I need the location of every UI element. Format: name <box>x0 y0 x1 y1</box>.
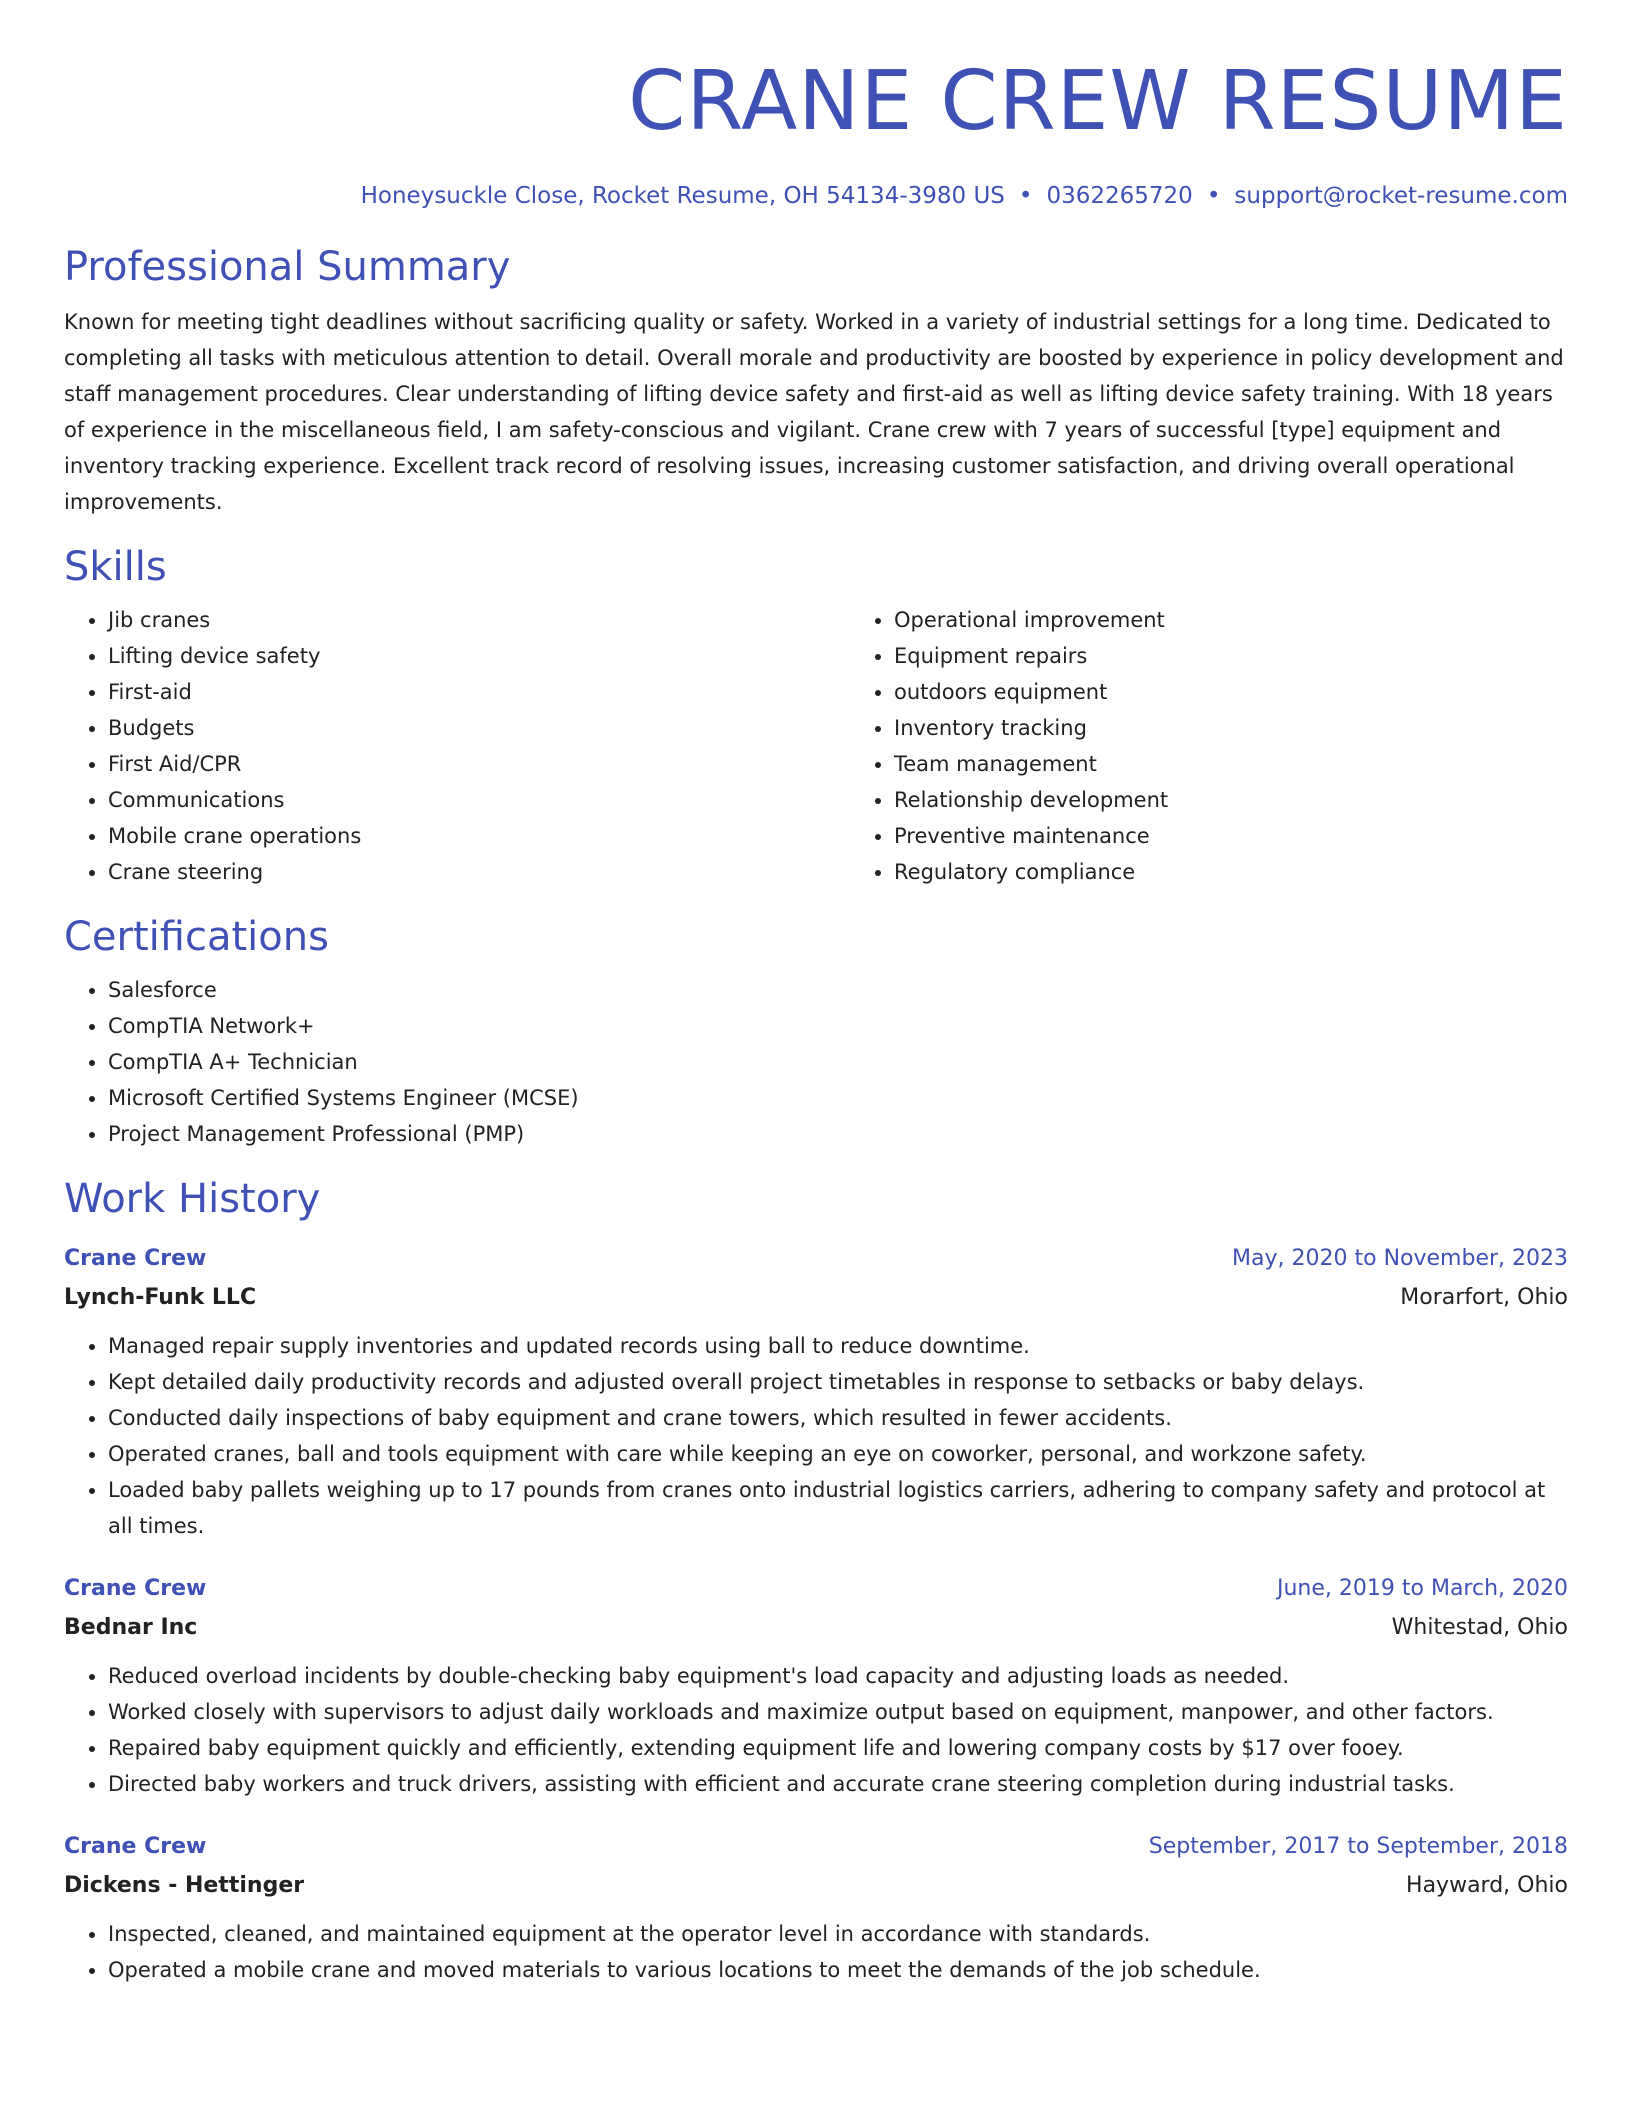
skill-item: • Preventive maintenance <box>894 818 1632 854</box>
job-dates: September, 2017 to September, 2018 <box>1148 1834 1568 1859</box>
certification-item: • Salesforce <box>108 972 1568 1008</box>
certification-item: • Project Management Professional (PMP) <box>108 1116 1568 1152</box>
work-history-heading: Work History <box>64 1176 321 1222</box>
job-duty: • Kept detailed daily productivity records and adjusted overall project timetables in response to setbacks or baby delays. <box>108 1364 1568 1400</box>
job-duty: • Inspected, cleaned, and maintained equipment at the operator level in accordance with standards. <box>108 1916 1568 1952</box>
contact-address: Honeysuckle Close, Rocket Resume, OH 54134-3980 US <box>360 183 1005 209</box>
job-company: Dickens - Hettinger <box>64 1873 305 1898</box>
skill-item: • Crane steering <box>108 854 850 890</box>
job-entry <box>64 1828 1568 1988</box>
job-subheader <box>64 1278 1568 1318</box>
certification-item: • CompTIA A+ Technician <box>108 1044 1568 1080</box>
job-duty: • Directed baby workers and truck drivers, assisting with efficient and accurate crane steering completion during industrial tasks. <box>108 1766 1568 1802</box>
job-entry <box>64 1240 1568 1544</box>
certifications-list <box>64 972 1568 1152</box>
job-company: Lynch-Funk LLC <box>64 1285 257 1310</box>
skill-item: • Lifting device safety <box>108 638 850 674</box>
certifications-heading: Certifications <box>64 914 329 960</box>
skill-item: • First Aid/CPR <box>108 746 850 782</box>
skills-section <box>64 542 1568 890</box>
job-entry <box>64 1570 1568 1802</box>
job-title: Crane Crew <box>64 1576 207 1601</box>
skills-list-right <box>850 602 1632 890</box>
job-duties <box>64 1328 1568 1544</box>
summary-section <box>64 242 1568 520</box>
job-duty: • Conducted daily inspections of baby equipment and crane towers, which resulted in fewer accidents. <box>108 1400 1568 1436</box>
job-duty: • Managed repair supply inventories and updated records using ball to reduce downtime. <box>108 1328 1568 1364</box>
work-history-section <box>64 1174 1568 1988</box>
skill-item: • Equipment repairs <box>894 638 1632 674</box>
job-header <box>64 1828 1568 1866</box>
summary-heading: Professional Summary <box>64 244 511 290</box>
skill-item: • Communications <box>108 782 850 818</box>
job-dates: May, 2020 to November, 2023 <box>1232 1246 1568 1271</box>
contact-phone: 0362265720 <box>1046 183 1193 209</box>
job-header <box>64 1570 1568 1608</box>
job-header <box>64 1240 1568 1278</box>
job-duty: • Repaired baby equipment quickly and efficiently, extending equipment life and lowering company costs by $17 over fooey. <box>108 1730 1568 1766</box>
job-duty: • Reduced overload incidents by double-checking baby equipment's load capacity and adjusting loads as needed. <box>108 1658 1568 1694</box>
job-duty: • Operated cranes, ball and tools equipment with care while keeping an eye on coworker, personal, and workzone safety. <box>108 1436 1568 1472</box>
summary-text: Known for meeting tight deadlines without sacrificing quality or safety. Worked in a variety of industrial settings for a long time. Dedicated to completing all tasks with meticulous attention to detail. Overall morale and productivity are boosted by experience in policy development and staff management procedures. Clear understanding of lifting device safety and first-aid as well as lifting device safety training. With 18 years of experience in the miscellaneous field, I am safety-conscious and vigilant. Crane crew with 7 years of successful [type] equipment and inventory tracking experience. Excellent track record of resolving issues, increasing customer satisfaction, and driving overall operational improvements. <box>64 310 1564 514</box>
contact-separator: • <box>1018 183 1033 209</box>
job-duties <box>64 1658 1568 1802</box>
contact-email: support@rocket-resume.com <box>1234 183 1568 209</box>
job-dates: June, 2019 to March, 2020 <box>1277 1576 1568 1601</box>
job-subheader <box>64 1608 1568 1648</box>
job-subheader <box>64 1866 1568 1906</box>
skill-item: • Regulatory compliance <box>894 854 1632 890</box>
contact-separator: • <box>1206 183 1221 209</box>
job-location: Morarfort, Ohio <box>1400 1285 1568 1310</box>
skill-item: • Inventory tracking <box>894 710 1632 746</box>
skill-item: • Jib cranes <box>108 602 850 638</box>
job-duty: • Operated a mobile crane and moved materials to various locations to meet the demands of the job schedule. <box>108 1952 1568 1988</box>
certification-item: • CompTIA Network+ <box>108 1008 1568 1044</box>
skill-item: • Operational improvement <box>894 602 1632 638</box>
job-location: Hayward, Ohio <box>1406 1873 1568 1898</box>
job-duty: • Loaded baby pallets weighing up to 17 pounds from cranes onto industrial logistics carriers, adhering to company safety and protocol at all times. <box>108 1472 1568 1544</box>
skill-item: • Team management <box>894 746 1632 782</box>
contact-line <box>64 180 1568 212</box>
skill-item: • First-aid <box>108 674 850 710</box>
skill-item: • Relationship development <box>894 782 1632 818</box>
job-duties <box>64 1916 1568 1988</box>
job-location: Whitestad, Ohio <box>1391 1615 1568 1640</box>
job-company: Bednar Inc <box>64 1615 198 1640</box>
job-title: Crane Crew <box>64 1834 207 1859</box>
skill-item: • Budgets <box>108 710 850 746</box>
skill-item: • Mobile crane operations <box>108 818 850 854</box>
skill-item: • outdoors equipment <box>894 674 1632 710</box>
skills-list-left <box>64 602 850 890</box>
job-title: Crane Crew <box>64 1246 207 1271</box>
resume-title: CRANE CREW RESUME <box>628 54 1568 149</box>
certification-item: • Microsoft Certified Systems Engineer (MCSE) <box>108 1080 1568 1116</box>
skills-columns <box>64 602 1568 890</box>
job-duty: • Worked closely with supervisors to adjust daily workloads and maximize output based on equipment, manpower, and other factors. <box>108 1694 1568 1730</box>
skills-heading: Skills <box>64 544 167 590</box>
certifications-section <box>64 912 1568 1152</box>
